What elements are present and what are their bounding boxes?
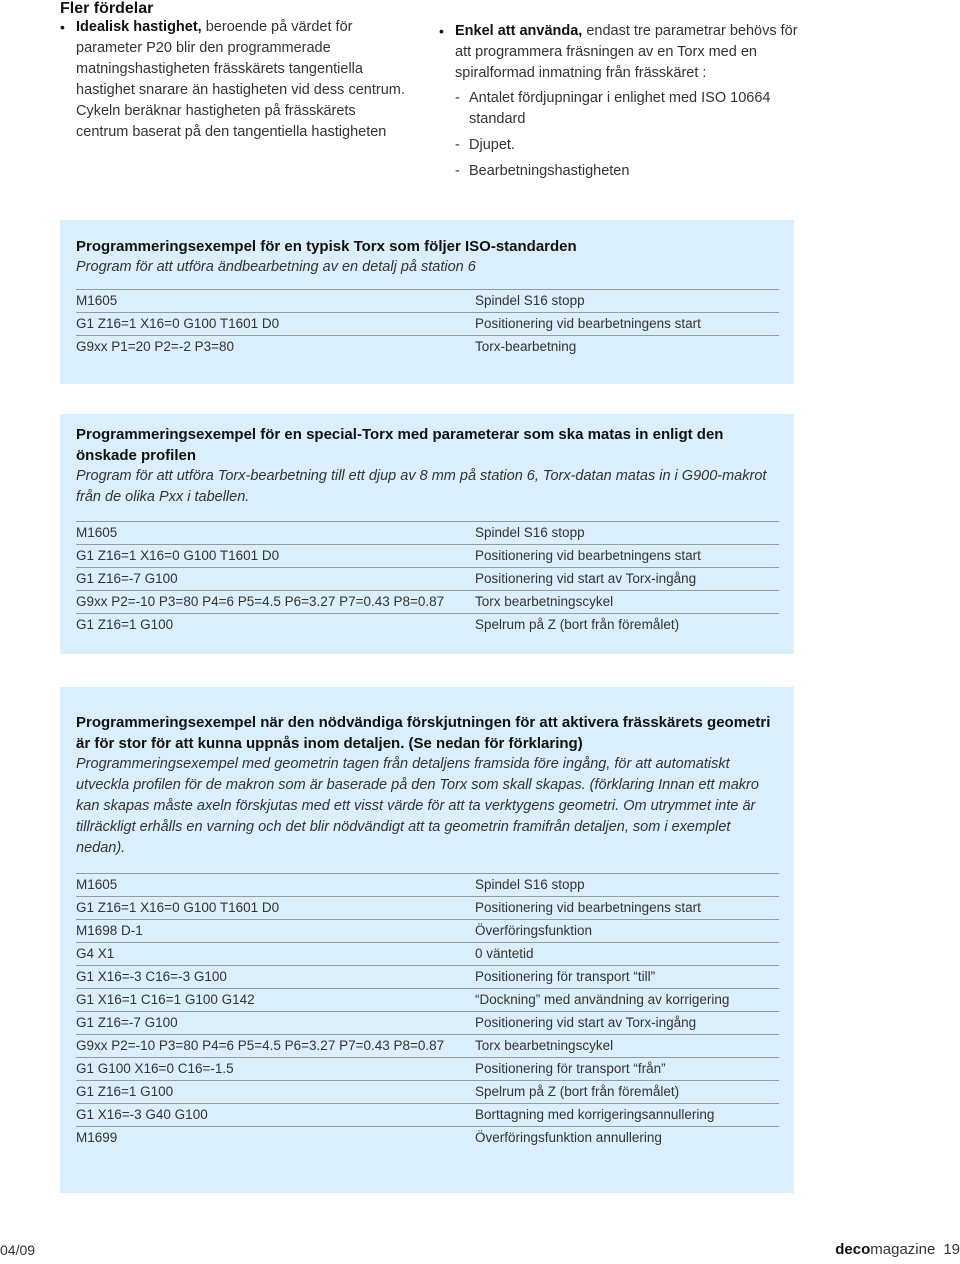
description-cell: Positionering för transport “från” (475, 1061, 666, 1076)
code-cell: G1 Z16=-7 G100 (76, 571, 178, 586)
table-row (76, 312, 779, 335)
description-cell: Spindel S16 stopp (475, 877, 585, 892)
code-cell: G1 G100 X16=0 C16=-1.5 (76, 1061, 234, 1076)
description-cell: Spindel S16 stopp (475, 293, 585, 308)
bullet-body: endast tre parametrar behövs för att programmera fräsningen av en Torx med en spiralformad inmatning från frässkäret : (455, 23, 798, 81)
panel-title: Programmeringsexempel för en typisk Torx som följer ISO-standarden (76, 238, 577, 255)
code-cell: G1 Z16=1 X16=0 G100 T1601 D0 (76, 316, 280, 331)
table-row (76, 335, 779, 358)
sub-list (455, 88, 809, 182)
footer-brand (835, 1241, 960, 1258)
table-row (76, 567, 779, 590)
code-cell: M1605 (76, 877, 118, 892)
code-cell: M1698 D-1 (76, 923, 143, 938)
issue-number: 04/09 (0, 1242, 36, 1258)
sub-list-item (455, 135, 809, 156)
brand-name-bold: deco (835, 1241, 871, 1258)
table-row (76, 613, 779, 636)
panel-subtitle: Program för att utföra ändbearbetning av en detalj på station 6 (76, 259, 476, 275)
code-cell: G1 Z16=1 G100 (76, 617, 174, 632)
dash-icon: - (455, 90, 460, 106)
panel-subtitle: Programmeringsexempel med geometrin tagen från detaljens framsida före ingång, för att automatiskt utveckla profilen för de makron som är baserade på den Torx som skall skapas. (förklaring Innan ett makro kan skapas måste axeln förskjutas med ett visst värde för att ta verktygens geometri. Om utrymmet inte är tillräckligt erhålls en varning och det blir nödvändigt att ta geometrin framifrån detaljen, som i exemplet nedan). (76, 756, 759, 856)
description-cell: Spelrum på Z (bort från föremålet) (475, 617, 680, 632)
code-cell: G1 Z16=1 X16=0 G100 T1601 D0 (76, 900, 280, 915)
code-cell: G1 Z16=-7 G100 (76, 1015, 178, 1030)
panel-title: Programmeringsexempel när den nödvändiga förskjutningen för att aktivera frässkärets geometri är för stor för att kunna uppnås inom detaljen. (Se nedan för förklaring) (76, 714, 771, 752)
description-cell: Positionering vid start av Torx-ingång (475, 571, 697, 586)
description-cell: Torx bearbetningscykel (475, 594, 614, 609)
table-row (76, 965, 779, 988)
description-cell: 0 väntetid (475, 946, 534, 961)
code-cell: G1 X16=-3 G40 G100 (76, 1107, 208, 1122)
table-row (76, 896, 779, 919)
bullet-item (60, 17, 410, 143)
description-cell: Torx bearbetningscykel (475, 1038, 614, 1053)
table-row (76, 942, 779, 965)
description-cell: Överföringsfunktion (475, 923, 593, 938)
sub-list-text: Djupet. (469, 137, 515, 153)
code-cell: G1 Z16=1 X16=0 G100 T1601 D0 (76, 548, 280, 563)
table-row (76, 544, 779, 567)
bullet-lead: Idealisk hastighet, (76, 19, 202, 35)
bullet-text (455, 21, 809, 84)
sub-list-text: Antalet fördjupningar i enlighet med ISO 10664 standard (469, 90, 771, 127)
dash-icon: - (455, 163, 460, 179)
description-cell: Positionering vid bearbetningens start (475, 900, 701, 915)
table-row (76, 521, 779, 544)
example-panel-standard-torx (60, 220, 794, 384)
sub-list-text: Bearbetningshastigheten (469, 163, 630, 179)
example-panel-special-torx (60, 414, 794, 654)
description-cell: Spindel S16 stopp (475, 525, 585, 540)
bullet-icon: • (60, 19, 65, 35)
page-number: 19 (943, 1241, 960, 1258)
table-row (76, 289, 779, 312)
brand-name-rest: magazine (870, 1241, 936, 1258)
bullet-text (76, 17, 410, 143)
panel-subtitle: Program för att utföra Torx-bearbetning till ett djup av 8 mm på station 6, Torx-datan matas in i G900-makrot från de olika Pxx i tabellen. (76, 468, 767, 505)
description-cell: Positionering för transport “till” (475, 969, 656, 984)
dash-icon: - (455, 137, 460, 153)
code-table (76, 521, 779, 636)
code-cell: G9xx P2=-10 P3=80 P4=6 P5=4.5 P6=3.27 P7=0.43 P8=0.87 (76, 594, 445, 609)
panel-title: Programmeringsexempel för en special-Torx med parameterar som ska matas in enligt den önskade profilen (76, 426, 724, 464)
code-cell: M1699 (76, 1130, 118, 1145)
right-column (439, 21, 809, 187)
description-cell: Borttagning med korrigeringsannullering (475, 1107, 715, 1122)
sub-list-item (455, 88, 809, 130)
bullet-icon: • (439, 23, 444, 39)
sub-list-item (455, 161, 809, 182)
table-row (76, 988, 779, 1011)
table-row (76, 1034, 779, 1057)
code-cell: G1 X16=-3 C16=-3 G100 (76, 969, 227, 984)
table-row (76, 1080, 779, 1103)
code-cell: M1605 (76, 525, 118, 540)
description-cell: Positionering vid bearbetningens start (475, 316, 701, 331)
description-cell: “Dockning” med användning av korrigering (475, 992, 730, 1007)
table-row (76, 590, 779, 613)
table-row (76, 1057, 779, 1080)
table-row (76, 873, 779, 896)
table-row (76, 1011, 779, 1034)
bullet-body: beroende på värdet för parameter P20 blir den programmerade matningshastigheten frässkärets tangentiella hastighet snarare än hastigheten vid dess centrum. Cykeln beräknar hastigheten på frässkärets centrum baserat på den tangentiella hastigheten (76, 19, 405, 140)
description-cell: Positionering vid start av Torx-ingång (475, 1015, 697, 1030)
code-cell: G9xx P2=-10 P3=80 P4=6 P5=4.5 P6=3.27 P7=0.43 P8=0.87 (76, 1038, 445, 1053)
code-cell: G4 X1 (76, 946, 115, 961)
bullet-item (439, 21, 809, 84)
description-cell: Spelrum på Z (bort från föremålet) (475, 1084, 680, 1099)
code-cell: G9xx P1=20 P2=-2 P3=80 (76, 339, 234, 354)
example-panel-geometry-offset (60, 687, 794, 1193)
code-cell: G1 Z16=1 G100 (76, 1084, 174, 1099)
code-table (76, 289, 779, 358)
section-title: Fler fördelar (60, 0, 154, 17)
description-cell: Positionering vid bearbetningens start (475, 548, 701, 563)
table-row (76, 1126, 779, 1149)
code-cell: G1 X16=1 C16=1 G100 G142 (76, 992, 255, 1007)
table-row (76, 1103, 779, 1126)
code-table (76, 873, 779, 1149)
code-cell: M1605 (76, 293, 118, 308)
description-cell: Överföringsfunktion annullering (475, 1130, 662, 1145)
table-row (76, 919, 779, 942)
description-cell: Torx-bearbetning (475, 339, 577, 354)
left-column (60, 17, 410, 143)
bullet-lead: Enkel att använda, (455, 23, 583, 39)
